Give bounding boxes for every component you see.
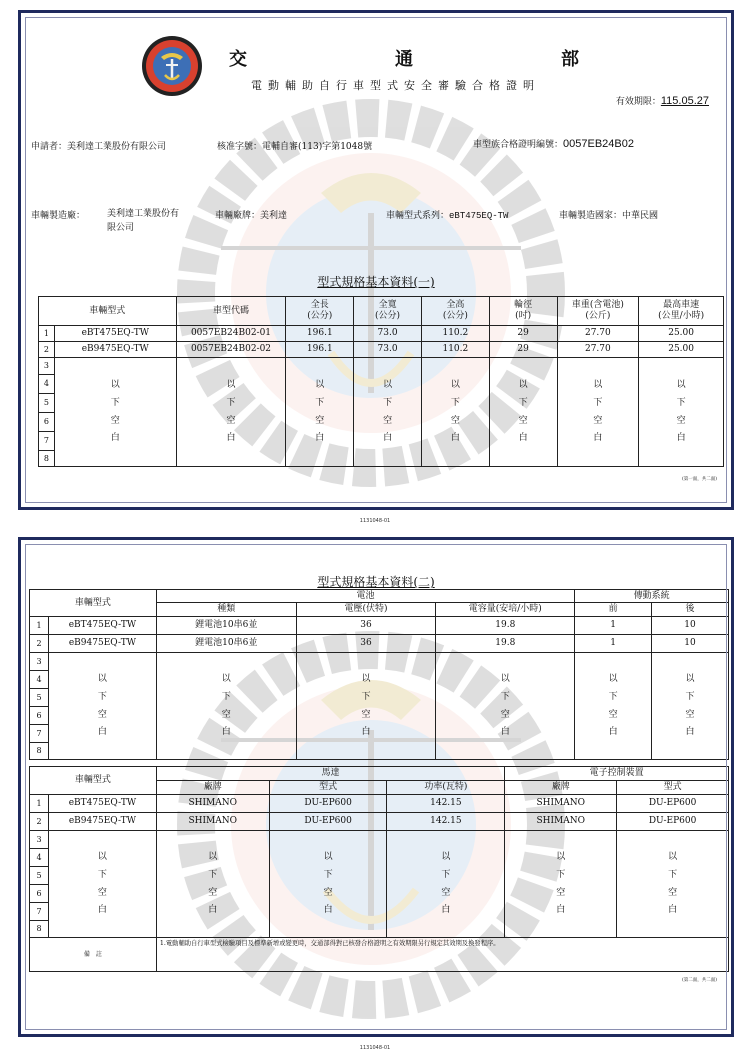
row-number: 3 <box>30 653 49 671</box>
blank-char: 空 <box>685 709 695 720</box>
header-line: 全長 <box>310 300 329 311</box>
header-line: 全寬 <box>378 300 397 311</box>
header-power: 功率(瓦特) <box>387 781 505 795</box>
blank-char: 以 <box>226 379 236 390</box>
document-number: 1131048-01 <box>359 518 391 524</box>
cell-power: 142.15 <box>387 795 505 813</box>
blank-marker <box>177 380 286 444</box>
blank-char: 下 <box>361 691 371 702</box>
blank-char: 白 <box>668 905 678 916</box>
blank-marker <box>436 674 574 738</box>
blank-char: 白 <box>450 433 460 444</box>
cell-type: DU-EP600 <box>269 795 387 813</box>
header-type: 種類 <box>156 603 296 617</box>
cell-weight: 27.70 <box>557 342 639 358</box>
row-number: 8 <box>39 451 55 467</box>
blank-char: 空 <box>676 415 686 426</box>
blank-char: 白 <box>221 727 231 738</box>
cell-speed: 25.00 <box>639 342 724 358</box>
row-number: 2 <box>30 635 49 653</box>
blank-char: 下 <box>500 691 510 702</box>
blank-cell <box>639 358 724 467</box>
header-line: 輪徑 <box>514 300 533 311</box>
header-speed <box>639 297 724 326</box>
blank-char: 白 <box>315 433 325 444</box>
blank-marker <box>157 852 269 916</box>
vehicle-series <box>386 208 508 221</box>
blank-cell <box>557 358 639 467</box>
blank-char: 以 <box>518 379 528 390</box>
header-unit: (公分) <box>307 311 333 321</box>
blank-cell <box>421 358 489 467</box>
blank-cell <box>286 358 354 467</box>
blank-char: 下 <box>450 397 460 408</box>
series-label: 車輛型式系列： <box>386 211 450 221</box>
blank-char: 以 <box>221 673 231 684</box>
family-cert-label: 車型族合格證明編號： <box>473 140 564 150</box>
blank-char: 白 <box>500 727 510 738</box>
blank-marker <box>270 852 387 916</box>
row-number: 1 <box>30 795 49 813</box>
ministry-title <box>229 45 579 71</box>
table-row <box>39 342 724 358</box>
header-unit: (公里/小時) <box>658 311 705 321</box>
header-model: 車輛型式 <box>30 590 157 617</box>
applicant: 申請者：美利達工業股份有限公司 <box>31 142 167 152</box>
blank-char: 以 <box>315 379 325 390</box>
blank-cell <box>617 831 729 938</box>
header-wheel <box>489 297 557 326</box>
blank-cell <box>156 831 269 938</box>
blank-char: 以 <box>500 673 510 684</box>
cell-voltage: 36 <box>296 635 436 653</box>
blank-char: 以 <box>593 379 603 390</box>
certificate-page-2 <box>18 537 734 1037</box>
blank-char: 白 <box>556 905 566 916</box>
cell-model: eB9475EQ-TW <box>54 342 176 358</box>
blank-char: 白 <box>97 727 107 738</box>
manufacturer-name <box>107 208 179 236</box>
header-model: 車輛型式 <box>39 297 177 326</box>
remarks-text: 1.電動輔助自行車型式檢驗項目及標準新增或變更時，交通部得對已核發合格證明之有效期限另行規定其效期及換發程序。 <box>156 938 728 972</box>
blank-char: 空 <box>315 415 325 426</box>
blank-marker <box>505 852 616 916</box>
row-number: 6 <box>30 707 49 725</box>
cell-front: 1 <box>575 635 652 653</box>
manufacturer-line: 限公司 <box>107 222 135 233</box>
blank-cell <box>505 831 617 938</box>
blank-marker <box>49 674 156 738</box>
blank-char: 下 <box>97 691 107 702</box>
cell-voltage: 36 <box>296 617 436 635</box>
header-line: 車重(含電池) <box>571 300 624 311</box>
blank-char: 以 <box>361 673 371 684</box>
page-number: (第一面，共二面) <box>681 477 717 482</box>
blank-char: 空 <box>323 887 333 898</box>
blank-char: 空 <box>97 709 107 720</box>
cell-code: 0057EB24B02-02 <box>176 342 286 358</box>
row-number: 5 <box>39 394 55 413</box>
blank-marker <box>575 674 651 738</box>
blank-char: 白 <box>323 905 333 916</box>
validity-label: 有效期限： <box>615 97 661 107</box>
manufacturer-line: 美利達工業股份有 <box>107 209 180 219</box>
blank-char: 下 <box>518 397 528 408</box>
header-ecu: 電子控制裝置 <box>505 767 729 781</box>
header-voltage: 電壓(伏特) <box>296 603 436 617</box>
row-number: 3 <box>39 358 55 375</box>
blank-char: 空 <box>383 415 393 426</box>
vehicle-brand: 車輛廠牌：美利達 <box>215 211 288 221</box>
family-cert-value: 0057EB24B02 <box>563 138 634 150</box>
cell-power: 142.15 <box>387 813 505 831</box>
header-motor: 馬達 <box>156 767 504 781</box>
blank-cell <box>269 831 387 938</box>
row-number: 8 <box>30 921 49 938</box>
cell-width: 73.0 <box>354 326 422 342</box>
battery-table <box>29 589 729 760</box>
blank-char: 下 <box>668 869 678 880</box>
row-number: 2 <box>30 813 49 831</box>
motor-table <box>29 766 729 972</box>
blank-char: 空 <box>110 415 120 426</box>
cell-wheel: 29 <box>489 342 557 358</box>
spec-table-1 <box>38 296 724 467</box>
document-number: 1131048-01 <box>359 1045 391 1051</box>
cell-width: 73.0 <box>354 342 422 358</box>
blank-char: 以 <box>450 379 460 390</box>
blank-char: 白 <box>685 727 695 738</box>
blank-marker <box>558 380 639 444</box>
blank-char: 下 <box>221 691 231 702</box>
row-number: 6 <box>30 885 49 903</box>
blank-char: 下 <box>556 869 566 880</box>
blank-marker <box>297 674 436 738</box>
cell-brand: SHIMANO <box>156 795 269 813</box>
series-value: eBT475EQ-TW <box>449 211 509 221</box>
header-width <box>354 297 422 326</box>
blank-char: 下 <box>676 397 686 408</box>
row-number: 3 <box>30 831 49 849</box>
header-model: 車輛型式 <box>30 767 157 795</box>
blank-marker <box>490 380 557 444</box>
blank-char: 空 <box>450 415 460 426</box>
table-title-1: 型式規格基本資料(一) <box>317 275 435 289</box>
blank-char: 以 <box>110 379 120 390</box>
cell-length: 196.1 <box>286 342 354 358</box>
row-number: 7 <box>30 903 49 921</box>
header-brand: 廠牌 <box>156 781 269 795</box>
blank-char: 白 <box>361 727 371 738</box>
row-number: 5 <box>30 867 49 885</box>
blank-cell <box>176 358 286 467</box>
blank-cell <box>156 653 296 760</box>
blank-char: 白 <box>110 433 120 444</box>
header-unit: (公分) <box>442 311 468 321</box>
blank-char: 白 <box>383 433 393 444</box>
approval-number: 核准字號：電輔自審(113)字第1048號 <box>217 142 373 152</box>
row-number: 7 <box>39 432 55 451</box>
blank-char: 空 <box>668 887 678 898</box>
blank-char: 空 <box>593 415 603 426</box>
cell-capacity: 19.8 <box>436 617 575 635</box>
cell-front: 1 <box>575 617 652 635</box>
blank-cell <box>387 831 505 938</box>
blank-char: 以 <box>97 851 107 862</box>
cell-model: eBT475EQ-TW <box>48 795 156 813</box>
header-front: 前 <box>575 603 652 617</box>
validity-period <box>616 94 709 107</box>
cell-length: 196.1 <box>286 326 354 342</box>
header-battery: 電池 <box>156 590 574 603</box>
row-number: 1 <box>39 326 55 342</box>
blank-marker <box>422 380 489 444</box>
header-transmission: 傳動系統 <box>575 590 729 603</box>
blank-cell <box>48 653 156 760</box>
family-cert-number <box>473 137 634 150</box>
blank-char: 空 <box>97 887 107 898</box>
blank-char: 白 <box>208 905 218 916</box>
blank-char: 白 <box>97 905 107 916</box>
blank-cell <box>54 358 176 467</box>
header-unit: (公分) <box>375 311 401 321</box>
cell-speed: 25.00 <box>639 326 724 342</box>
blank-marker <box>286 380 353 444</box>
header-length <box>286 297 354 326</box>
header-line: 全高 <box>446 300 465 311</box>
blank-char: 以 <box>685 673 695 684</box>
header-ecu-type: 型式 <box>617 781 729 795</box>
header-rear: 後 <box>652 603 729 617</box>
row-number: 5 <box>30 689 49 707</box>
cell-type: 鋰電池10串6並 <box>156 617 296 635</box>
cell-weight: 27.70 <box>557 326 639 342</box>
ministry-char: 通 <box>395 49 413 70</box>
blank-char: 下 <box>685 691 695 702</box>
blank-marker <box>157 674 296 738</box>
row-number: 1 <box>30 617 49 635</box>
blank-char: 空 <box>518 415 528 426</box>
cell-model: eBT475EQ-TW <box>48 617 156 635</box>
blank-char: 以 <box>676 379 686 390</box>
header-ecu-brand: 廠牌 <box>505 781 617 795</box>
table-row <box>30 635 729 653</box>
manufacturer-label: 車輛製造廠： <box>31 211 86 221</box>
ministry-char: 部 <box>561 49 579 70</box>
blank-char: 空 <box>208 887 218 898</box>
ministry-seal-icon <box>141 35 203 97</box>
cell-ecu-type: DU-EP600 <box>617 795 729 813</box>
table-row <box>30 617 729 635</box>
blank-marker <box>49 852 156 916</box>
blank-cell <box>652 653 729 760</box>
row-number: 7 <box>30 725 49 743</box>
blank-char: 下 <box>226 397 236 408</box>
blank-char: 白 <box>441 905 451 916</box>
header-type: 型式 <box>269 781 387 795</box>
blank-char: 下 <box>441 869 451 880</box>
blank-char: 以 <box>323 851 333 862</box>
blank-cell <box>436 653 575 760</box>
row-number: 4 <box>30 849 49 867</box>
header-unit: (公斤) <box>585 311 611 321</box>
blank-char: 空 <box>608 709 618 720</box>
certificate-page-1 <box>18 10 734 510</box>
blank-char: 下 <box>110 397 120 408</box>
cell-height: 110.2 <box>421 326 489 342</box>
header-weight <box>557 297 639 326</box>
cell-brand: SHIMANO <box>156 813 269 831</box>
blank-cell <box>48 831 156 938</box>
blank-char: 空 <box>556 887 566 898</box>
blank-char: 以 <box>556 851 566 862</box>
cell-ecu-brand: SHIMANO <box>505 813 617 831</box>
blank-char: 下 <box>208 869 218 880</box>
cell-ecu-brand: SHIMANO <box>505 795 617 813</box>
row-number: 2 <box>39 342 55 358</box>
cell-height: 110.2 <box>421 342 489 358</box>
validity-value: 115.05.27 <box>660 95 709 107</box>
table-title-2: 型式規格基本資料(二) <box>317 575 435 589</box>
blank-marker <box>354 380 421 444</box>
blank-char: 白 <box>518 433 528 444</box>
blank-cell <box>575 653 652 760</box>
blank-char: 白 <box>226 433 236 444</box>
blank-cell <box>296 653 436 760</box>
blank-char: 以 <box>608 673 618 684</box>
row-number: 4 <box>30 671 49 689</box>
blank-marker <box>639 380 723 444</box>
blank-marker <box>55 380 176 444</box>
cell-rear: 10 <box>652 635 729 653</box>
row-number: 4 <box>39 375 55 394</box>
cell-capacity: 19.8 <box>436 635 575 653</box>
cell-model: eBT475EQ-TW <box>54 326 176 342</box>
cell-rear: 10 <box>652 617 729 635</box>
remarks-label: 備 註 <box>30 938 157 972</box>
blank-char: 下 <box>608 691 618 702</box>
cell-code: 0057EB24B02-01 <box>176 326 286 342</box>
cell-wheel: 29 <box>489 326 557 342</box>
blank-char: 以 <box>208 851 218 862</box>
cell-model: eB9475EQ-TW <box>48 813 156 831</box>
blank-char: 空 <box>500 709 510 720</box>
ministry-char: 交 <box>229 49 247 70</box>
blank-char: 下 <box>97 869 107 880</box>
blank-char: 下 <box>383 397 393 408</box>
certificate-subtitle: 電動輔助自行車型式安全審驗合格證明 <box>251 79 540 92</box>
row-number: 8 <box>30 743 49 760</box>
table-row <box>30 795 729 813</box>
blank-char: 以 <box>97 673 107 684</box>
header-line: 最高車速 <box>663 300 700 311</box>
row-number: 6 <box>39 413 55 432</box>
table-row <box>39 326 724 342</box>
blank-cell <box>489 358 557 467</box>
header-capacity: 電容量(安培/小時) <box>436 603 575 617</box>
blank-char: 以 <box>441 851 451 862</box>
blank-char: 空 <box>226 415 236 426</box>
header-code: 車型代碼 <box>176 297 286 326</box>
blank-char: 以 <box>383 379 393 390</box>
blank-char: 空 <box>221 709 231 720</box>
manufacture-country: 車輛製造國家：中華民國 <box>559 211 659 221</box>
cell-type: 鋰電池10串6並 <box>156 635 296 653</box>
blank-char: 白 <box>608 727 618 738</box>
header-height <box>421 297 489 326</box>
blank-marker <box>617 852 728 916</box>
blank-char: 白 <box>593 433 603 444</box>
blank-char: 下 <box>593 397 603 408</box>
blank-cell <box>354 358 422 467</box>
blank-marker <box>652 674 728 738</box>
blank-char: 下 <box>323 869 333 880</box>
blank-char: 空 <box>441 887 451 898</box>
cell-model: eB9475EQ-TW <box>48 635 156 653</box>
blank-char: 下 <box>315 397 325 408</box>
table-row <box>30 813 729 831</box>
page-number: (第二面，共二面) <box>681 978 717 983</box>
cell-type: DU-EP600 <box>269 813 387 831</box>
header-unit: (吋) <box>515 311 532 321</box>
blank-char: 白 <box>676 433 686 444</box>
blank-char: 以 <box>668 851 678 862</box>
blank-marker <box>387 852 504 916</box>
cell-ecu-type: DU-EP600 <box>617 813 729 831</box>
blank-char: 空 <box>361 709 371 720</box>
